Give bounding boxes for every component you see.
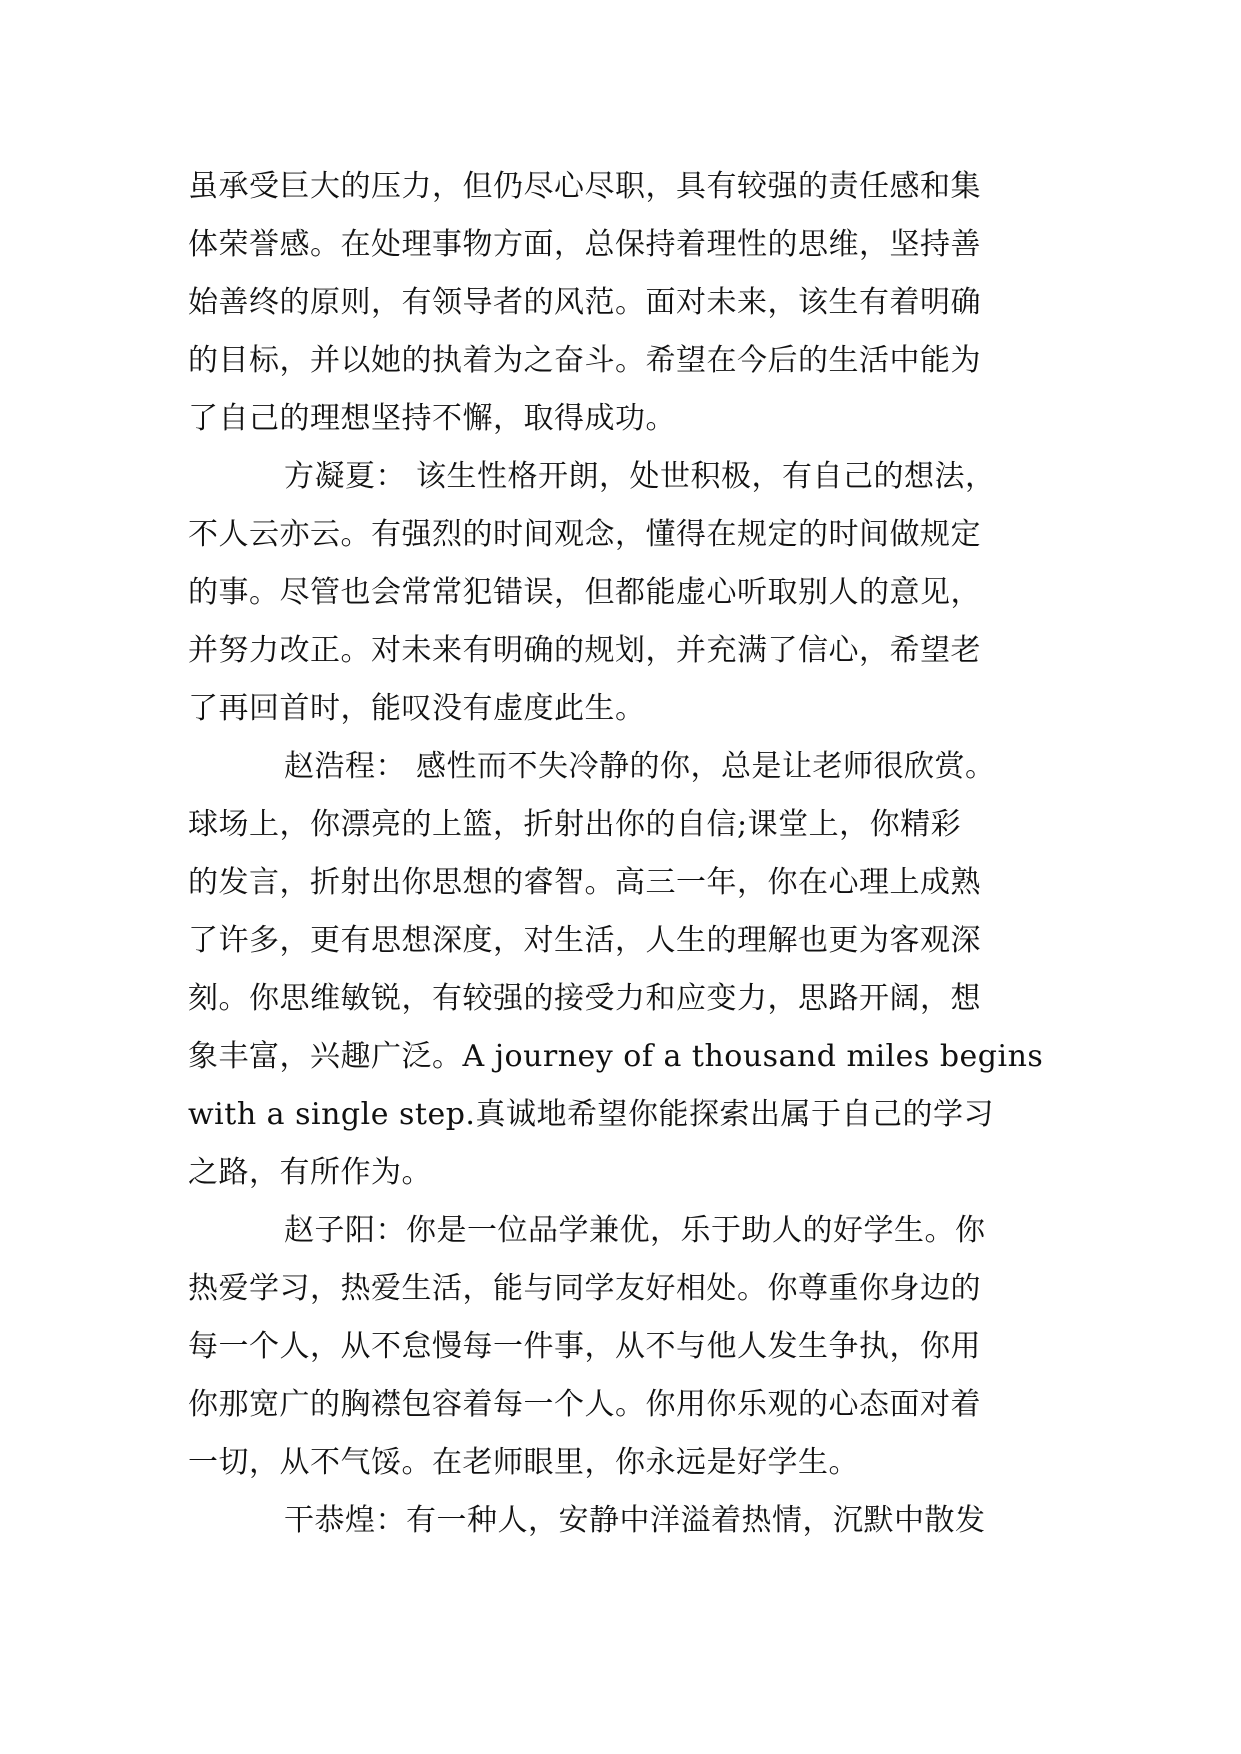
text-line: with a single step.真诚地希望你能探索出属于自己的学习 xyxy=(188,1097,994,1132)
paragraph-start-line: 赵浩程： 感性而不失冷静的你，总是让老师很欣赏。 xyxy=(284,749,996,784)
body-text xyxy=(188,158,1058,1550)
text-line: 一切，从不气馁。在老师眼里，你永远是好学生。 xyxy=(188,1445,859,1480)
text-line: 并努力改正。对未来有明确的规划，并充满了信心，希望老 xyxy=(188,633,981,668)
text-line: 虽承受巨大的压力，但仍尽心尽职，具有较强的责任感和集 xyxy=(188,169,981,204)
text-line: 的事。尽管也会常常犯错误，但都能虚心听取别人的意见， xyxy=(188,575,981,610)
text-line: 始善终的原则，有领导者的风范。面对未来，该生有着明确 xyxy=(188,285,981,320)
paragraph-start-line: 方凝夏： 该生性格开朗，处世积极，有自己的想法， xyxy=(284,459,996,494)
paragraph-start-line: 赵子阳：你是一位品学兼优，乐于助人的好学生。你 xyxy=(284,1213,986,1248)
text-line: 每一个人，从不怠慢每一件事，从不与他人发生争执，你用 xyxy=(188,1329,981,1364)
text-line: 体荣誉感。在处理事物方面，总保持着理性的思维，坚持善 xyxy=(188,227,981,262)
text-line: 热爱学习，热爱生活，能与同学友好相处。你尊重你身边的 xyxy=(188,1271,981,1306)
text-line: 的发言，折射出你思想的睿智。高三一年，你在心理上成熟 xyxy=(188,865,981,900)
text-line: 不人云亦云。有强烈的时间观念，懂得在规定的时间做规定 xyxy=(188,517,981,552)
text-line: 刻。你思维敏锐，有较强的接受力和应变力，思路开阔，想 xyxy=(188,981,981,1016)
text-line: 了自己的理想坚持不懈，取得成功。 xyxy=(188,401,676,436)
paragraph-start-line: 干恭煌：有一种人，安静中洋溢着热情，沉默中散发 xyxy=(284,1503,986,1538)
text-line: 你那宽广的胸襟包容着每一个人。你用你乐观的心态面对着 xyxy=(188,1387,981,1422)
text-line: 之路，有所作为。 xyxy=(188,1155,432,1190)
text-line: 了许多，更有思想深度，对生活，人生的理解也更为客观深 xyxy=(188,923,981,958)
text-line: 了再回首时，能叹没有虚度此生。 xyxy=(188,691,646,726)
text-line: 球场上，你漂亮的上篮，折射出你的自信;课堂上，你精彩 xyxy=(188,807,962,842)
text-line: 象丰富，兴趣广泛。A journey of a thousand miles begins xyxy=(188,1039,1044,1074)
text-line: 的目标，并以她的执着为之奋斗。希望在今后的生活中能为 xyxy=(188,343,981,378)
